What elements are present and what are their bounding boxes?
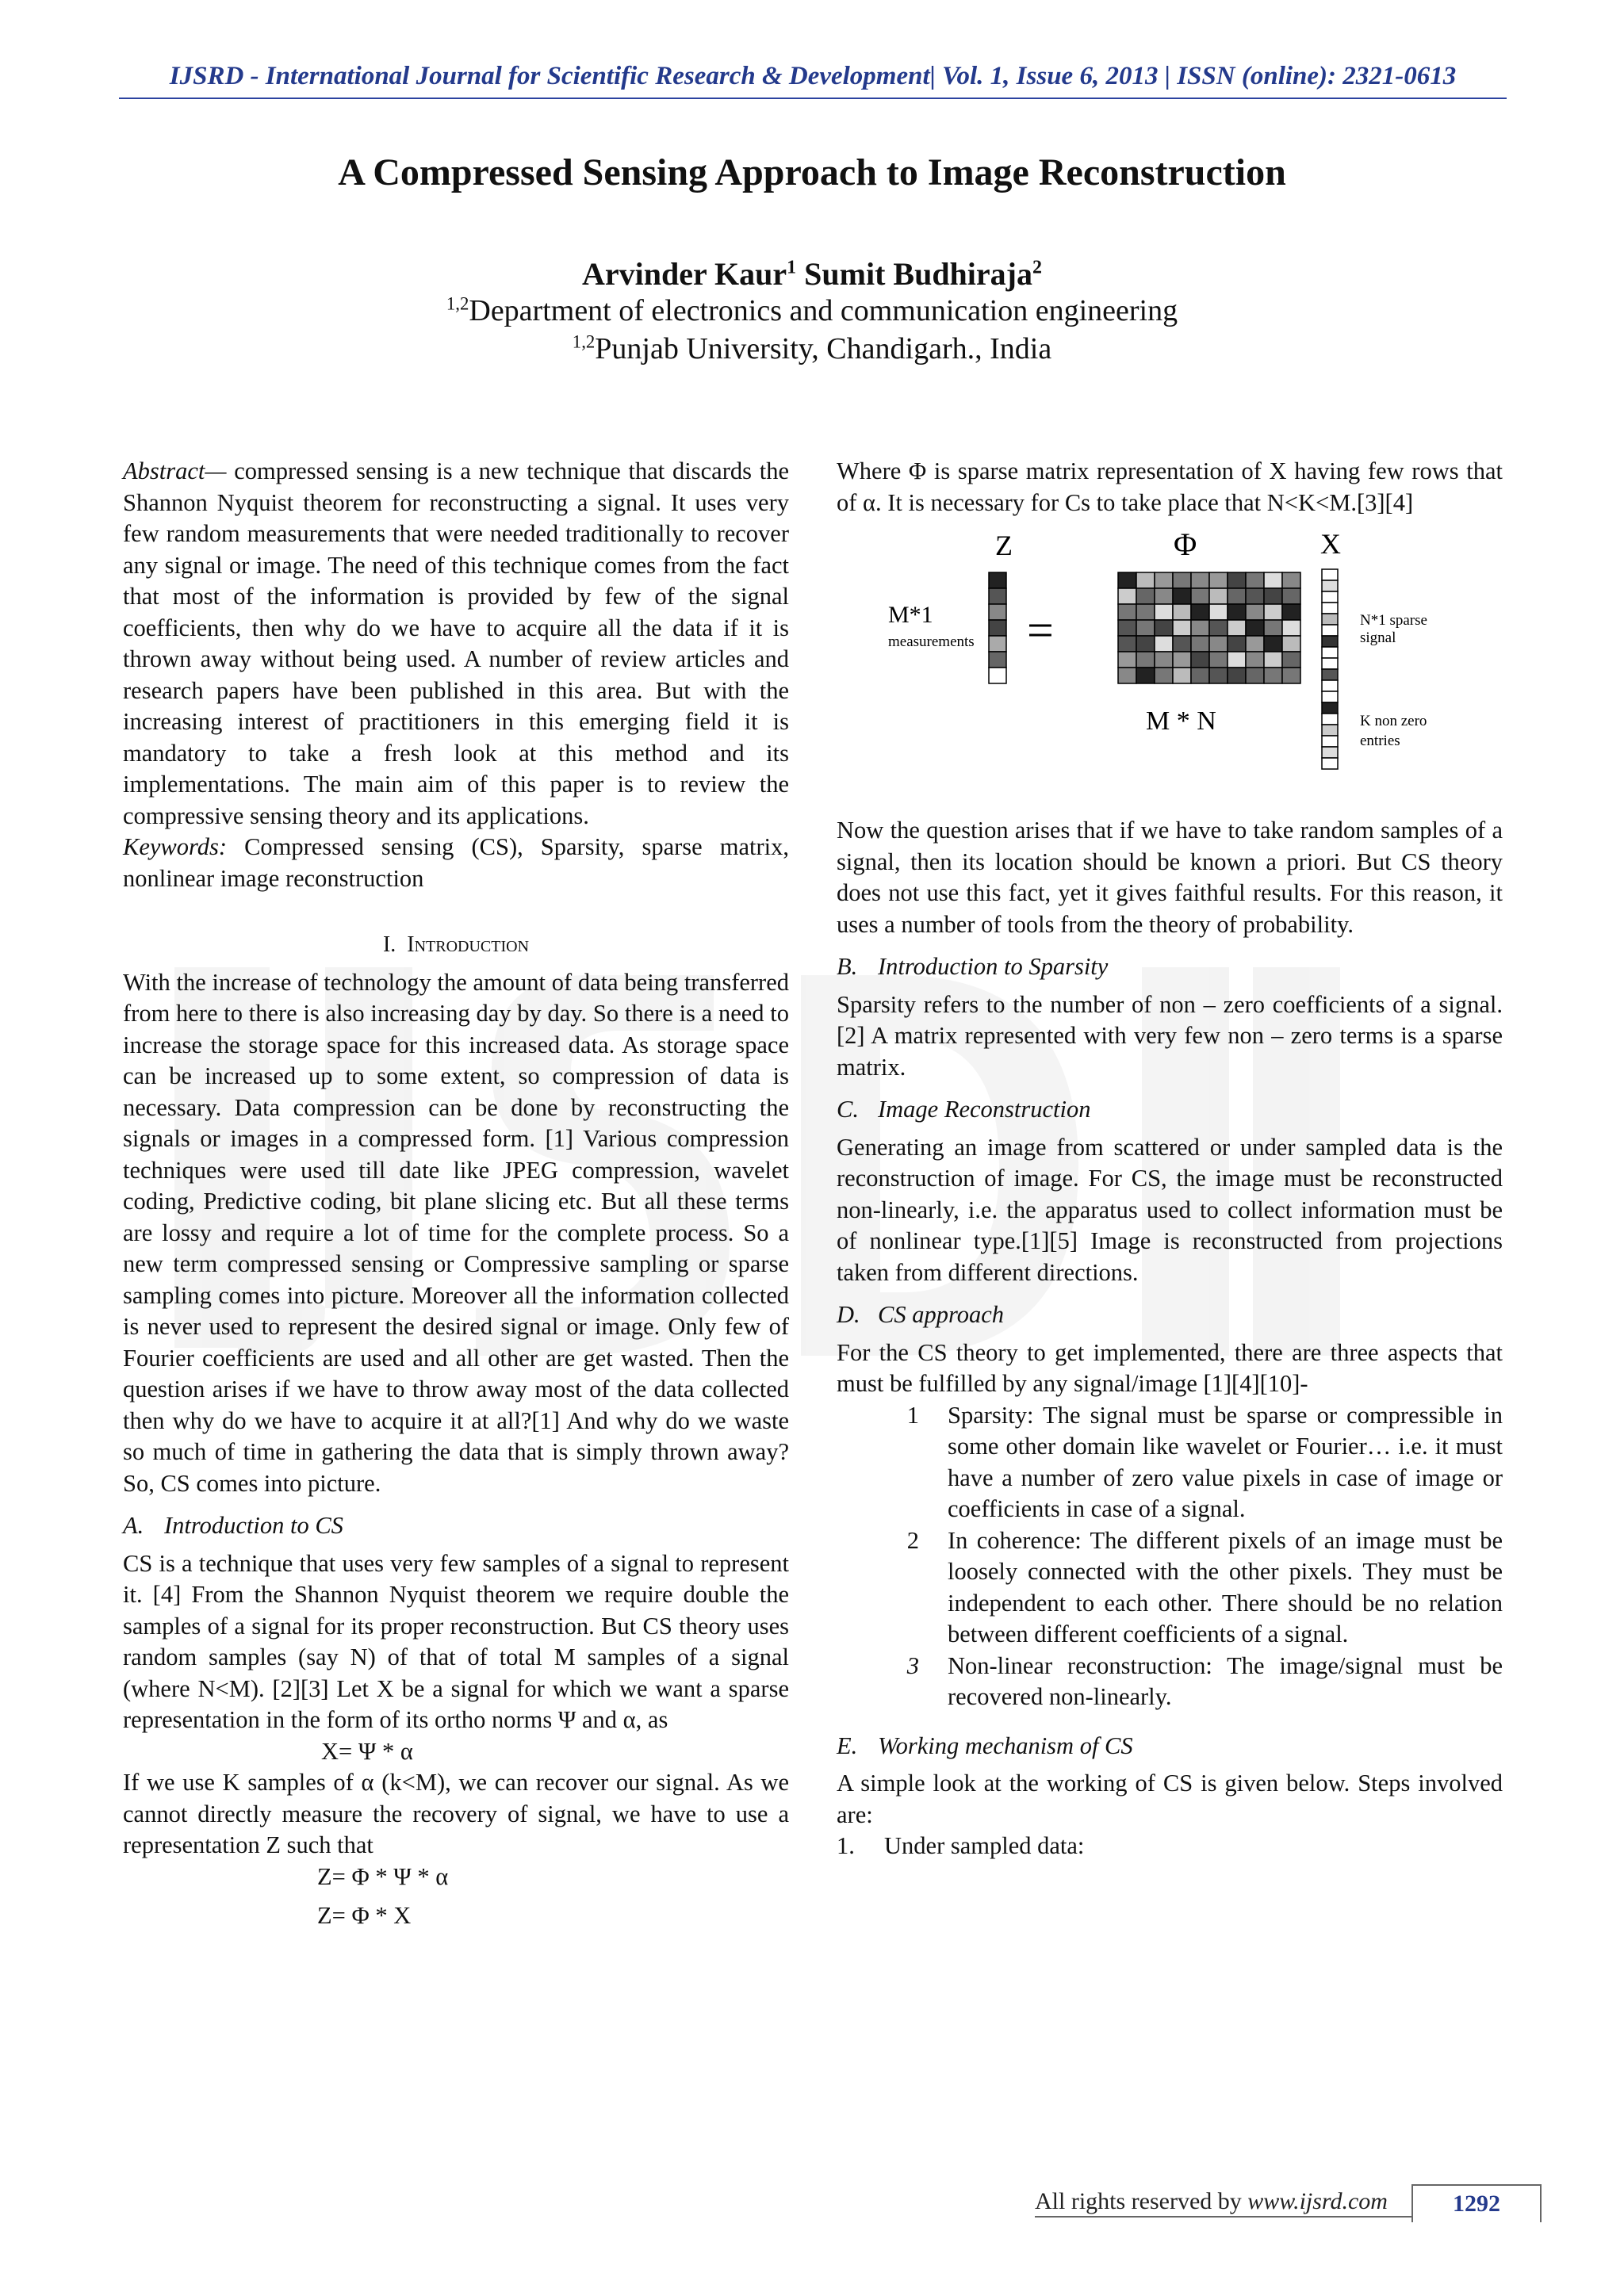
subsection-title: Introduction to CS <box>164 1512 343 1539</box>
section-title: Introduction <box>407 932 530 957</box>
phi-cell <box>1228 604 1246 620</box>
abstract-label: Abstract— <box>123 457 227 484</box>
phi-cell <box>1191 636 1209 652</box>
cs-matrix-figure <box>837 523 1503 801</box>
equation: X= Ψ * α <box>321 1737 413 1765</box>
author-name: Sumit Budhiraja <box>804 256 1032 292</box>
step-text: Under sampled data: <box>884 1832 1085 1859</box>
list-item <box>837 1525 1503 1651</box>
phi-cell <box>1136 636 1155 652</box>
phi-description: Where Φ is sparse matrix representation of X having few rows that of α. It is necessary for Cs to take place that N<K<M.[3][4] <box>837 457 1503 516</box>
subsection-letter: C. <box>837 1096 859 1123</box>
abstract <box>123 456 789 832</box>
cs-approach-paragraph: For the CS theory to get implemented, there are three aspects that must be fulfilled by any signal/image [1][4][10]- <box>837 1338 1503 1397</box>
list-item <box>837 1400 1503 1525</box>
list-number: 2 <box>906 1526 919 1554</box>
phi-cell <box>1282 620 1300 636</box>
affiliation-text: Department of electronics and communication engineering <box>469 294 1178 327</box>
reconstruction-paragraph: Generating an image from scattered or under sampled data is the reconstruction of image. For CS, the image must be reconstructed non-linearly, i.e. the apparatus used to collect information must be of nonlinear type.[1][5] Image is reconstructed from projections taken from different directions. <box>837 1133 1503 1286</box>
z-cell <box>989 588 1006 604</box>
phi-cell <box>1136 572 1155 588</box>
x-cell <box>1322 669 1338 680</box>
equals-sign: = <box>1027 604 1054 656</box>
phi-cell <box>1264 604 1282 620</box>
x-cell <box>1322 569 1338 580</box>
phi-cell <box>1191 604 1209 620</box>
phi-cell <box>1118 604 1136 620</box>
author-line <box>0 255 1624 293</box>
label-phi: Φ <box>1174 526 1197 562</box>
phi-cell <box>1191 572 1209 588</box>
keywords <box>123 832 789 894</box>
affiliation-text: Punjab University, Chandigarh., India <box>595 332 1052 365</box>
subsection-heading-b <box>837 951 1503 983</box>
phi-cell <box>1118 668 1136 683</box>
phi-cell <box>1282 652 1300 668</box>
affiliation-line <box>0 331 1624 366</box>
phi-cell <box>1191 620 1209 636</box>
x-cell <box>1322 625 1338 636</box>
keywords-label: Keywords: <box>123 833 228 860</box>
journal-header: IJSRD - International Journal for Scientific Research & Development| Vol. 1, Issue 6, 2013 | ISSN (online): 2321-0613 <box>119 62 1507 99</box>
x-cell <box>1322 758 1338 769</box>
question-paragraph: Now the question arises that if we have to take random samples of a signal, then its location should be known a priori. But CS theory does not use this fact, yet it gives faithful results. For this reason, it uses a number of tools from the theory of probability. <box>837 817 1503 938</box>
aspects-list <box>837 1400 1503 1713</box>
phi-cell <box>1155 620 1173 636</box>
list-number: 3 <box>906 1651 919 1679</box>
mechanism-paragraph: A simple look at the working of CS is given below. Steps involved are: <box>837 1770 1503 1828</box>
list-number: 1 <box>906 1401 919 1429</box>
phi-cell <box>1264 668 1282 683</box>
z-cell <box>989 604 1006 620</box>
list-text: Non-linear reconstruction: The image/signal must be recovered non-linearly. <box>948 1651 1503 1710</box>
subsection-title: CS approach <box>878 1301 1004 1328</box>
list-item <box>837 1651 1503 1713</box>
phi-cell <box>1155 604 1173 620</box>
phi-cell <box>1246 636 1264 652</box>
phi-cell <box>1282 572 1300 588</box>
phi-cell <box>1173 588 1191 604</box>
phi-cell <box>1136 652 1155 668</box>
phi-cell <box>1118 588 1136 604</box>
phi-cell <box>1246 620 1264 636</box>
step-item <box>837 1831 1503 1862</box>
phi-cell <box>1209 588 1228 604</box>
phi-cell <box>1282 636 1300 652</box>
phi-cell <box>1191 588 1209 604</box>
rights-text: All rights reserved by <box>1035 2188 1248 2214</box>
label-mn: M * N <box>1146 706 1216 736</box>
author-superscript: 1 <box>787 257 797 278</box>
list-text: Sparsity: The signal must be sparse or compressible in some other domain like wavelet or Fourier… i.e. it must have a number of zero value pixels in case of image or coefficients in case of a signal. <box>948 1401 1503 1522</box>
phi-cell <box>1173 636 1191 652</box>
section-heading-introduction <box>123 929 789 961</box>
phi-cell <box>1191 652 1209 668</box>
z-cell <box>989 572 1006 588</box>
phi-cell <box>1118 636 1136 652</box>
phi-cell <box>1173 620 1191 636</box>
subsection-letter: B. <box>837 953 858 980</box>
x-cell <box>1322 591 1338 603</box>
subsection-title: Introduction to Sparsity <box>878 953 1109 980</box>
phi-cell <box>1246 604 1264 620</box>
label-m1: M*1 <box>888 602 933 628</box>
z-cell <box>989 620 1006 636</box>
phi-cell <box>1264 620 1282 636</box>
x-cell <box>1322 647 1338 658</box>
x-cell <box>1322 714 1338 725</box>
phi-cell <box>1173 572 1191 588</box>
paper-title: A Compressed Sensing Approach to Image Reconstruction <box>338 151 1286 193</box>
phi-cell <box>1228 636 1246 652</box>
phi-cell <box>1118 652 1136 668</box>
phi-cell <box>1246 652 1264 668</box>
phi-cell <box>1246 588 1264 604</box>
z-cell <box>989 668 1006 683</box>
z-cell <box>989 636 1006 652</box>
subsection-heading-c <box>837 1094 1503 1126</box>
author-superscript: 2 <box>1032 257 1042 278</box>
label-signal: signal <box>1360 629 1396 646</box>
phi-cell <box>1246 668 1264 683</box>
left-column <box>123 456 789 1932</box>
x-cell <box>1322 658 1338 669</box>
phi-cell <box>1282 668 1300 683</box>
phi-cell <box>1136 668 1155 683</box>
right-column <box>837 456 1503 1862</box>
phi-cell <box>1173 604 1191 620</box>
section-a-paragraph: CS is a technique that uses very few samples of a signal to represent it. [4] From the Shannon Nyquist theorem we require double the samples of a signal for its proper reconstruction. But CS theory uses random samples (say N) of that of total M samples of a signal (where N<M). [2][3] Let X be a signal for which we want a sparse representation in the form of its ortho norms Ψ and α, as <box>123 1549 789 1733</box>
subsection-letter: E. <box>837 1732 858 1759</box>
phi-cell <box>1282 588 1300 604</box>
subsection-heading-a <box>123 1510 789 1542</box>
phi-cell <box>1264 588 1282 604</box>
phi-cell <box>1209 604 1228 620</box>
subsection-heading-e <box>837 1731 1503 1762</box>
phi-cell <box>1155 668 1173 683</box>
footer-rights <box>1035 2188 1388 2215</box>
phi-cell <box>1155 588 1173 604</box>
phi-cell <box>1155 652 1173 668</box>
phi-cell <box>1173 668 1191 683</box>
phi-cell <box>1209 572 1228 588</box>
phi-cell <box>1136 588 1155 604</box>
subsection-letter: A. <box>123 1512 144 1539</box>
z-cell <box>989 652 1006 668</box>
list-text: In coherence: The different pixels of an image must be loosely connected with the other pixels. They must be independent to each other. There should be no relation between different coefficients of a signal. <box>948 1526 1503 1647</box>
equation: Z= Φ * X <box>317 1902 412 1929</box>
x-cell <box>1322 580 1338 591</box>
label-x: X <box>1320 528 1341 560</box>
x-cell <box>1322 680 1338 691</box>
label-measurements: measurements <box>888 633 975 650</box>
phi-cell <box>1173 652 1191 668</box>
subsection-letter: D. <box>837 1301 860 1328</box>
website-link[interactable]: www.ijsrd.com <box>1247 2188 1388 2214</box>
matrix-diagram <box>837 523 1503 801</box>
step-number: 1. <box>837 1832 855 1859</box>
x-cell <box>1322 614 1338 625</box>
phi-cell <box>1191 668 1209 683</box>
phi-cell <box>1246 572 1264 588</box>
phi-cell <box>1118 620 1136 636</box>
affiliation-line <box>0 293 1624 328</box>
label-entries: entries <box>1360 733 1400 749</box>
phi-cell <box>1136 604 1155 620</box>
section-numeral: I. <box>382 932 396 957</box>
z-vector <box>989 572 1006 683</box>
page-number: 1292 <box>1411 2184 1542 2222</box>
affiliation-superscript: 1,2 <box>572 331 596 352</box>
subsection-heading-d <box>837 1299 1503 1331</box>
phi-cell <box>1264 636 1282 652</box>
phi-cell <box>1228 652 1246 668</box>
x-cell <box>1322 603 1338 614</box>
phi-cell <box>1118 572 1136 588</box>
phi-cell <box>1155 572 1173 588</box>
phi-cell <box>1155 636 1173 652</box>
phi-cell <box>1209 652 1228 668</box>
equation: Z= Φ * Ψ * α <box>317 1862 449 1890</box>
x-cell <box>1322 702 1338 714</box>
keywords-text: Compressed sensing (CS), Sparsity, sparse matrix, nonlinear image reconstruction <box>123 833 789 892</box>
sparsity-paragraph: Sparsity refers to the number of non – zero coefficients of a signal.[2] A matrix represented with very few non – zero terms is a sparse matrix. <box>837 990 1503 1081</box>
x-vector <box>1322 569 1338 769</box>
x-cell <box>1322 691 1338 702</box>
phi-cell <box>1282 604 1300 620</box>
phi-matrix <box>1118 572 1300 683</box>
phi-cell <box>1264 572 1282 588</box>
phi-cell <box>1228 620 1246 636</box>
label-k-nonzero: K non zero <box>1360 713 1427 729</box>
phi-cell <box>1209 668 1228 683</box>
subsection-title: Image Reconstruction <box>878 1096 1091 1123</box>
introduction-paragraph: With the increase of technology the amount of data being transferred from here to there is also increasing day by day. So there is a need to increase the storage space for this increased data. As storage space can be increased up to some extent, so compression of data is necessary. Data compression can be done by reconstructing the signals or images in a compressed form. [1] Various compression techniques were used till date like JPEG compression, wavelet coding, Predictive coding, bit plane slicing etc. But all these terms are lossy and require a lot of time for the complete process. So a new term compressed sensing or Compressive sampling or sparse sampling comes into picture. Moreover all the information collected is never used to represent the desired signal or image. Only few of Fourier coefficients are used and all other are get wasted. Then the question arises if we have to throw away most of the data collected then why do we have to acquire it at all?[1] And why do we waste so much of time in gathering the data that is simply thrown away? So, CS comes into picture. <box>123 968 789 1497</box>
x-cell <box>1322 725 1338 736</box>
subsection-title: Working mechanism of CS <box>878 1732 1133 1759</box>
phi-cell <box>1136 620 1155 636</box>
author-name: Arvinder Kaur <box>581 256 787 292</box>
x-cell <box>1322 636 1338 647</box>
phi-cell <box>1264 652 1282 668</box>
label-n1-sparse: N*1 sparse <box>1360 612 1427 629</box>
abstract-text: compressed sensing is a new technique that discards the Shannon Nyquist theorem for reconstructing a signal. It uses very few random measurements that were needed traditionally to recover any signal or image. The need of this technique comes from the fact that most of the information is provided by few of the signal coefficients, then why do we have to acquire all the data if it is thrown away without being used. A number of review articles and research papers have been published in this area. But with the increasing interest of practitioners in this emerging field it is mandatory to take a fresh look at this method and its implementations. The main aim of this paper is to review the compressive sensing theory and its applications. <box>123 457 789 829</box>
phi-cell <box>1228 588 1246 604</box>
phi-cell <box>1209 636 1228 652</box>
section-a-paragraph: If we use K samples of α (k<M), we can recover our signal. As we cannot directly measure the recovery of signal, we have to use a representation Z such that <box>123 1769 789 1858</box>
footer-divider <box>1035 2216 1411 2218</box>
x-cell <box>1322 747 1338 758</box>
phi-cell <box>1228 668 1246 683</box>
phi-cell <box>1209 620 1228 636</box>
x-cell <box>1322 736 1338 747</box>
phi-cell <box>1228 572 1246 588</box>
affiliation-superscript: 1,2 <box>446 293 469 314</box>
label-z: Z <box>995 530 1013 561</box>
